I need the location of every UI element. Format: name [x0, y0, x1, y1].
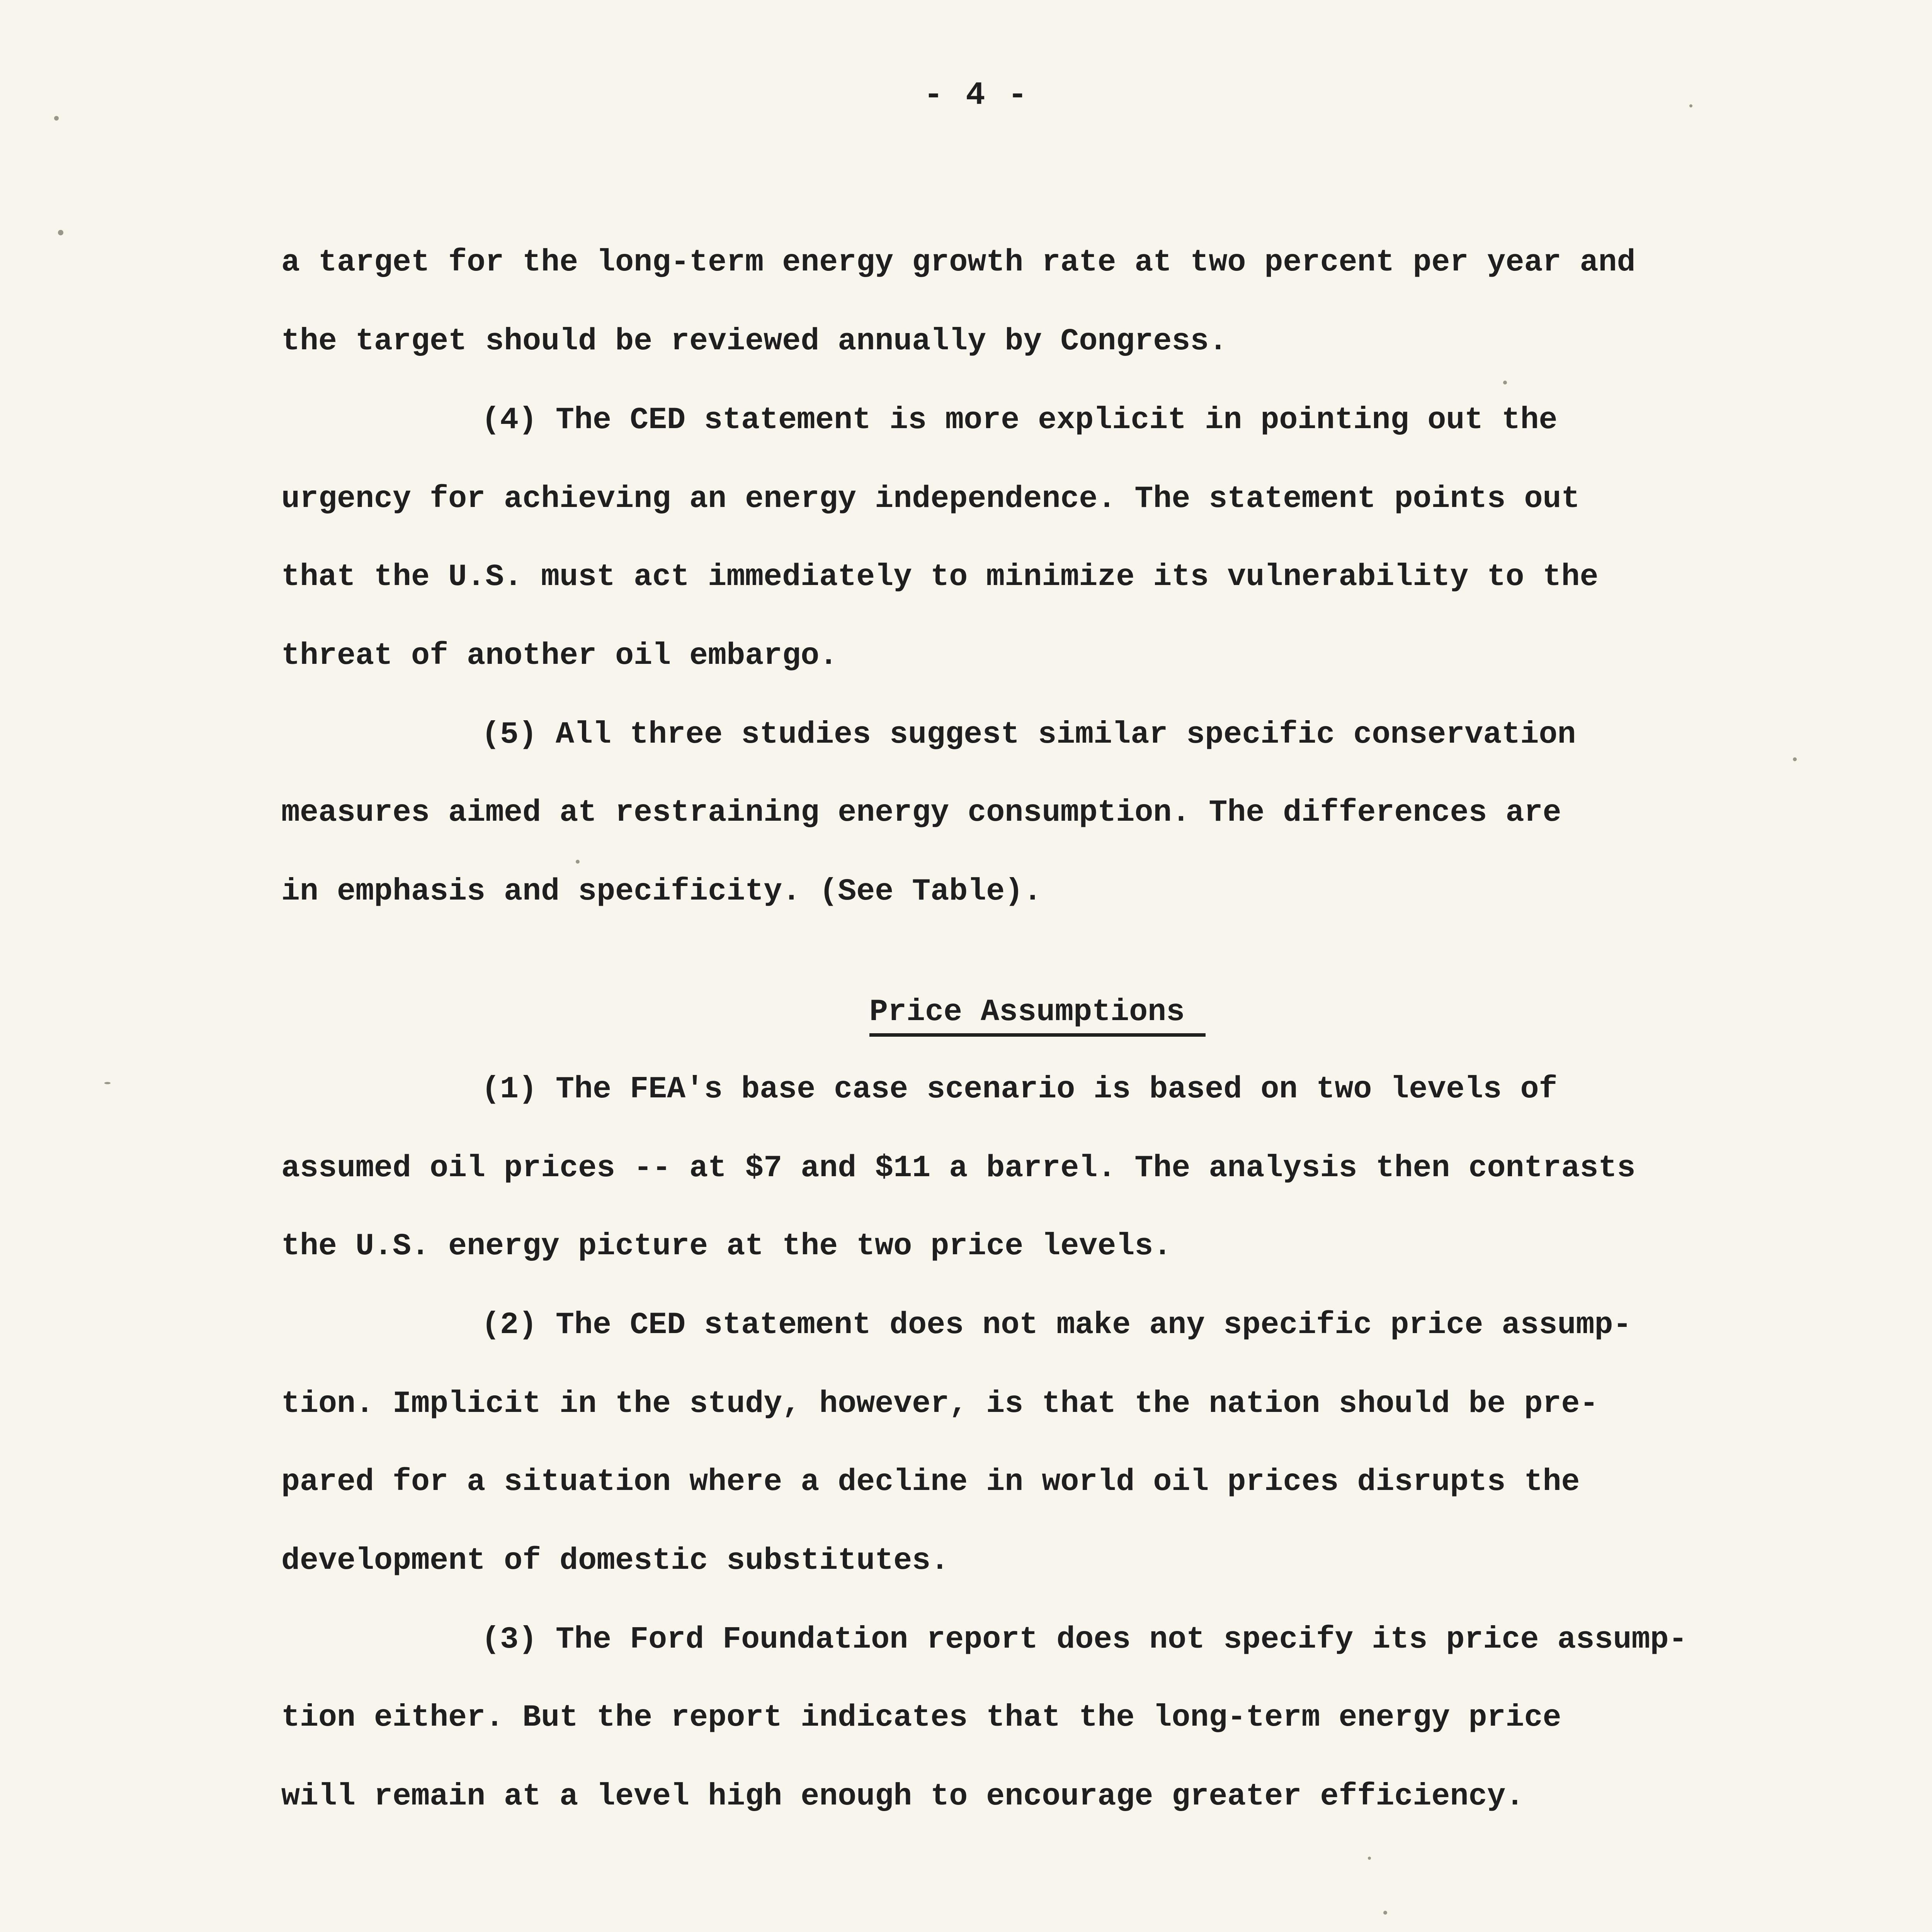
body-line-10: (1) The FEA's base case scenario is based on two levels of [481, 1072, 1558, 1107]
body-line-8: measures aimed at restraining energy consumption. The differences are [281, 795, 1561, 830]
body-line-13: (2) The CED statement does not make any specific price assump- [481, 1308, 1632, 1343]
body-line-15: pared for a situation where a decline in world oil prices disrupts the [281, 1464, 1580, 1500]
body-line-14: tion. Implicit in the study, however, is that the nation should be pre- [281, 1386, 1599, 1422]
body-line-7: (5) All three studies suggest similar specific conservation [481, 717, 1576, 752]
body-line-12: the U.S. energy picture at the two price levels. [281, 1229, 1172, 1264]
page-number: - 4 - [923, 77, 1029, 114]
paper-speck [1368, 1857, 1371, 1860]
body-line-4: urgency for achieving an energy independence. The statement points out [281, 481, 1580, 517]
section-heading: Price Assumptions [869, 995, 1185, 1030]
paper-speck [1503, 381, 1507, 384]
body-line-11: assumed oil prices -- at $7 and $11 a barrel. The analysis then contrasts [281, 1151, 1636, 1186]
body-line-5: that the U.S. must act immediately to minimize its vulnerability to the [281, 560, 1599, 595]
heading-underline [869, 1033, 1206, 1037]
body-line-17: (3) The Ford Foundation report does not specify its price assump- [481, 1622, 1687, 1657]
paper-speck [576, 860, 580, 864]
body-line-9: in emphasis and specificity. (See Table). [281, 874, 1042, 909]
body-line-16: development of domestic substitutes. [281, 1543, 949, 1578]
body-line-2: the target should be reviewed annually by Congress. [281, 324, 1228, 359]
body-line-3: (4) The CED statement is more explicit in pointing out the [481, 403, 1558, 438]
body-line-19: will remain at a level high enough to encourage greater efficiency. [281, 1779, 1524, 1814]
paper-speck [54, 116, 59, 121]
paper-speck [1689, 104, 1692, 107]
paper-speck [58, 230, 63, 235]
paper-speck [1383, 1911, 1387, 1915]
body-line-6: threat of another oil embargo. [281, 638, 838, 673]
paper-speck [104, 1082, 111, 1084]
paper-speck [1793, 757, 1797, 761]
body-line-1: a target for the long-term energy growth rate at two percent per year and [281, 245, 1636, 280]
body-line-18: tion either. But the report indicates that the long-term energy price [281, 1700, 1561, 1735]
